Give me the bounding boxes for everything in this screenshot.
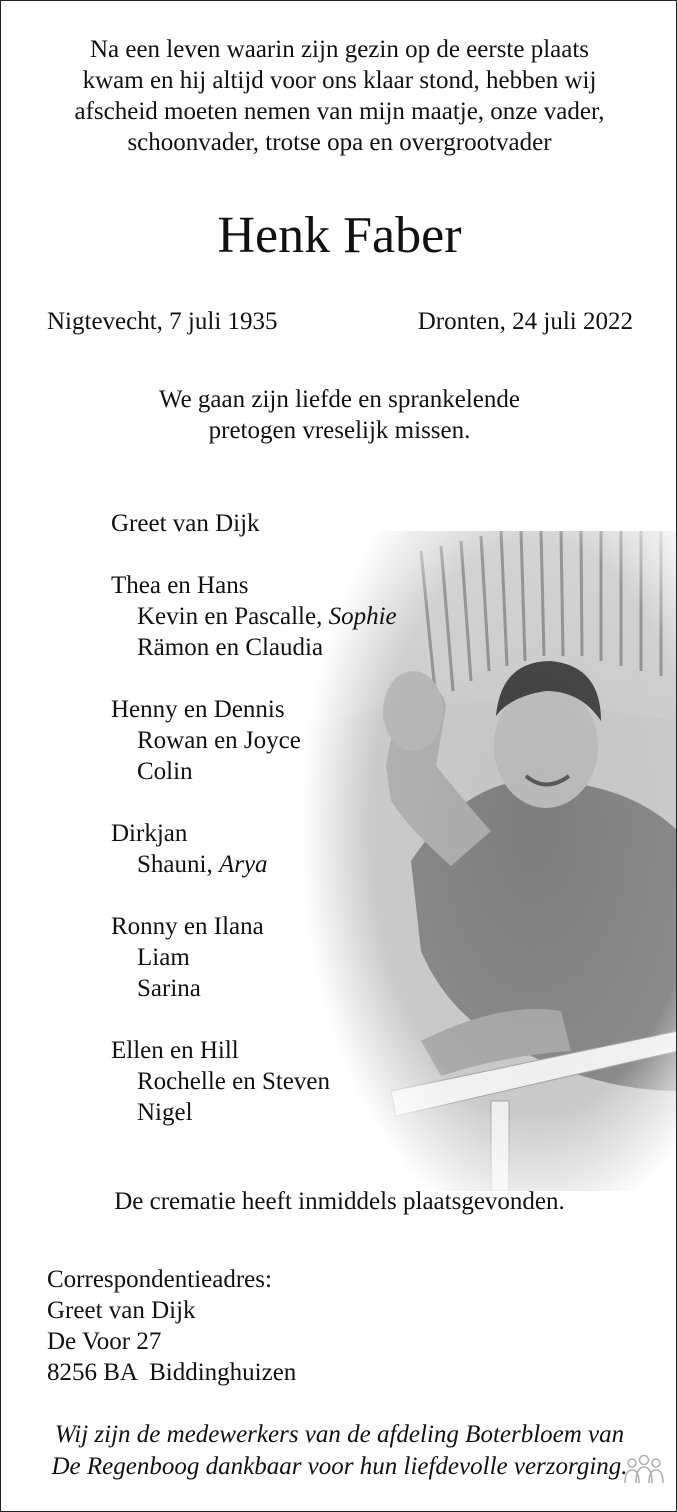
family-sub	[111, 632, 631, 663]
family-sub	[111, 725, 631, 756]
address-name: Greet van Dijk	[47, 1297, 196, 1324]
family-sub-text: Rochelle en Steven	[137, 1068, 330, 1095]
family-main: Henny en Dennis	[111, 696, 285, 723]
family-main: Greet van Dijk	[111, 510, 260, 537]
family-sub	[111, 942, 631, 973]
deceased-name: Henk Faber	[217, 207, 462, 264]
family-main: Thea en Hans	[111, 572, 249, 599]
family-sub	[111, 756, 631, 787]
thanks-text	[21, 1419, 658, 1483]
family-sub-text: Liam	[137, 944, 190, 971]
family-sub	[111, 849, 631, 880]
family-sub-text: Kevin en Pascalle,	[137, 603, 329, 630]
family-group	[111, 911, 631, 1004]
thanks-line: De Regenboog dankbaar voor hun liefdevolle verzorging.	[51, 1453, 628, 1480]
family-group	[111, 694, 631, 787]
intro-text	[21, 34, 658, 158]
family-group	[111, 570, 631, 663]
miss-line: We gaan zijn liefde en sprankelende	[158, 386, 520, 413]
address-heading: Correspondentieadres:	[47, 1266, 272, 1293]
correspondence-address	[47, 1264, 447, 1388]
family-sub-text: Shauni,	[137, 851, 219, 878]
family-sub-italic: Sophie	[328, 603, 397, 630]
family-sub-text: Nigel	[137, 1099, 193, 1126]
address-city: 8256 BA Biddinghuizen	[47, 1359, 297, 1386]
intro-line: kwam en hij altijd voor ons klaar stond, hebben wij	[82, 67, 597, 94]
family-sub-text: Sarina	[137, 975, 201, 1002]
cremation-notice: De crematie heeft inmiddels plaatsgevonden.	[114, 1188, 565, 1215]
death-place-date: Dronten, 24 juli 2022	[417, 308, 633, 335]
family-sub	[111, 601, 631, 632]
intro-line: Na een leven waarin zijn gezin op de eerste plaats	[89, 36, 590, 63]
intro-line: schoonvader, trotse opa en overgrootvader	[127, 129, 552, 156]
family-main: Ellen en Hill	[111, 1037, 239, 1064]
family-sub-italic: Arya	[218, 851, 268, 878]
family-group	[111, 818, 631, 880]
family-sub	[111, 973, 631, 1004]
family-sub	[111, 1097, 631, 1128]
family-sub-text: Colin	[137, 758, 193, 785]
miss-text	[21, 384, 658, 446]
family-group	[111, 508, 631, 539]
family-list	[111, 508, 631, 1159]
family-sub-text: Rowan en Joyce	[137, 727, 301, 754]
thanks-line: Wij zijn de medewerkers van de afdeling Boterbloem van	[54, 1421, 625, 1448]
family-main: Dirkjan	[111, 820, 188, 847]
people-icon	[623, 1453, 665, 1487]
intro-line: afscheid moeten nemen van mijn maatje, onze vader,	[74, 98, 605, 125]
family-group	[111, 1035, 631, 1128]
family-main: Ronny en Ilana	[111, 913, 264, 940]
miss-line: pretogen vreselijk missen.	[208, 417, 471, 444]
birth-place-date: Nigtevecht, 7 juli 1935	[47, 308, 278, 335]
address-street: De Voor 27	[47, 1328, 162, 1355]
family-sub	[111, 1066, 631, 1097]
family-sub-text: Rämon en Claudia	[137, 634, 324, 661]
